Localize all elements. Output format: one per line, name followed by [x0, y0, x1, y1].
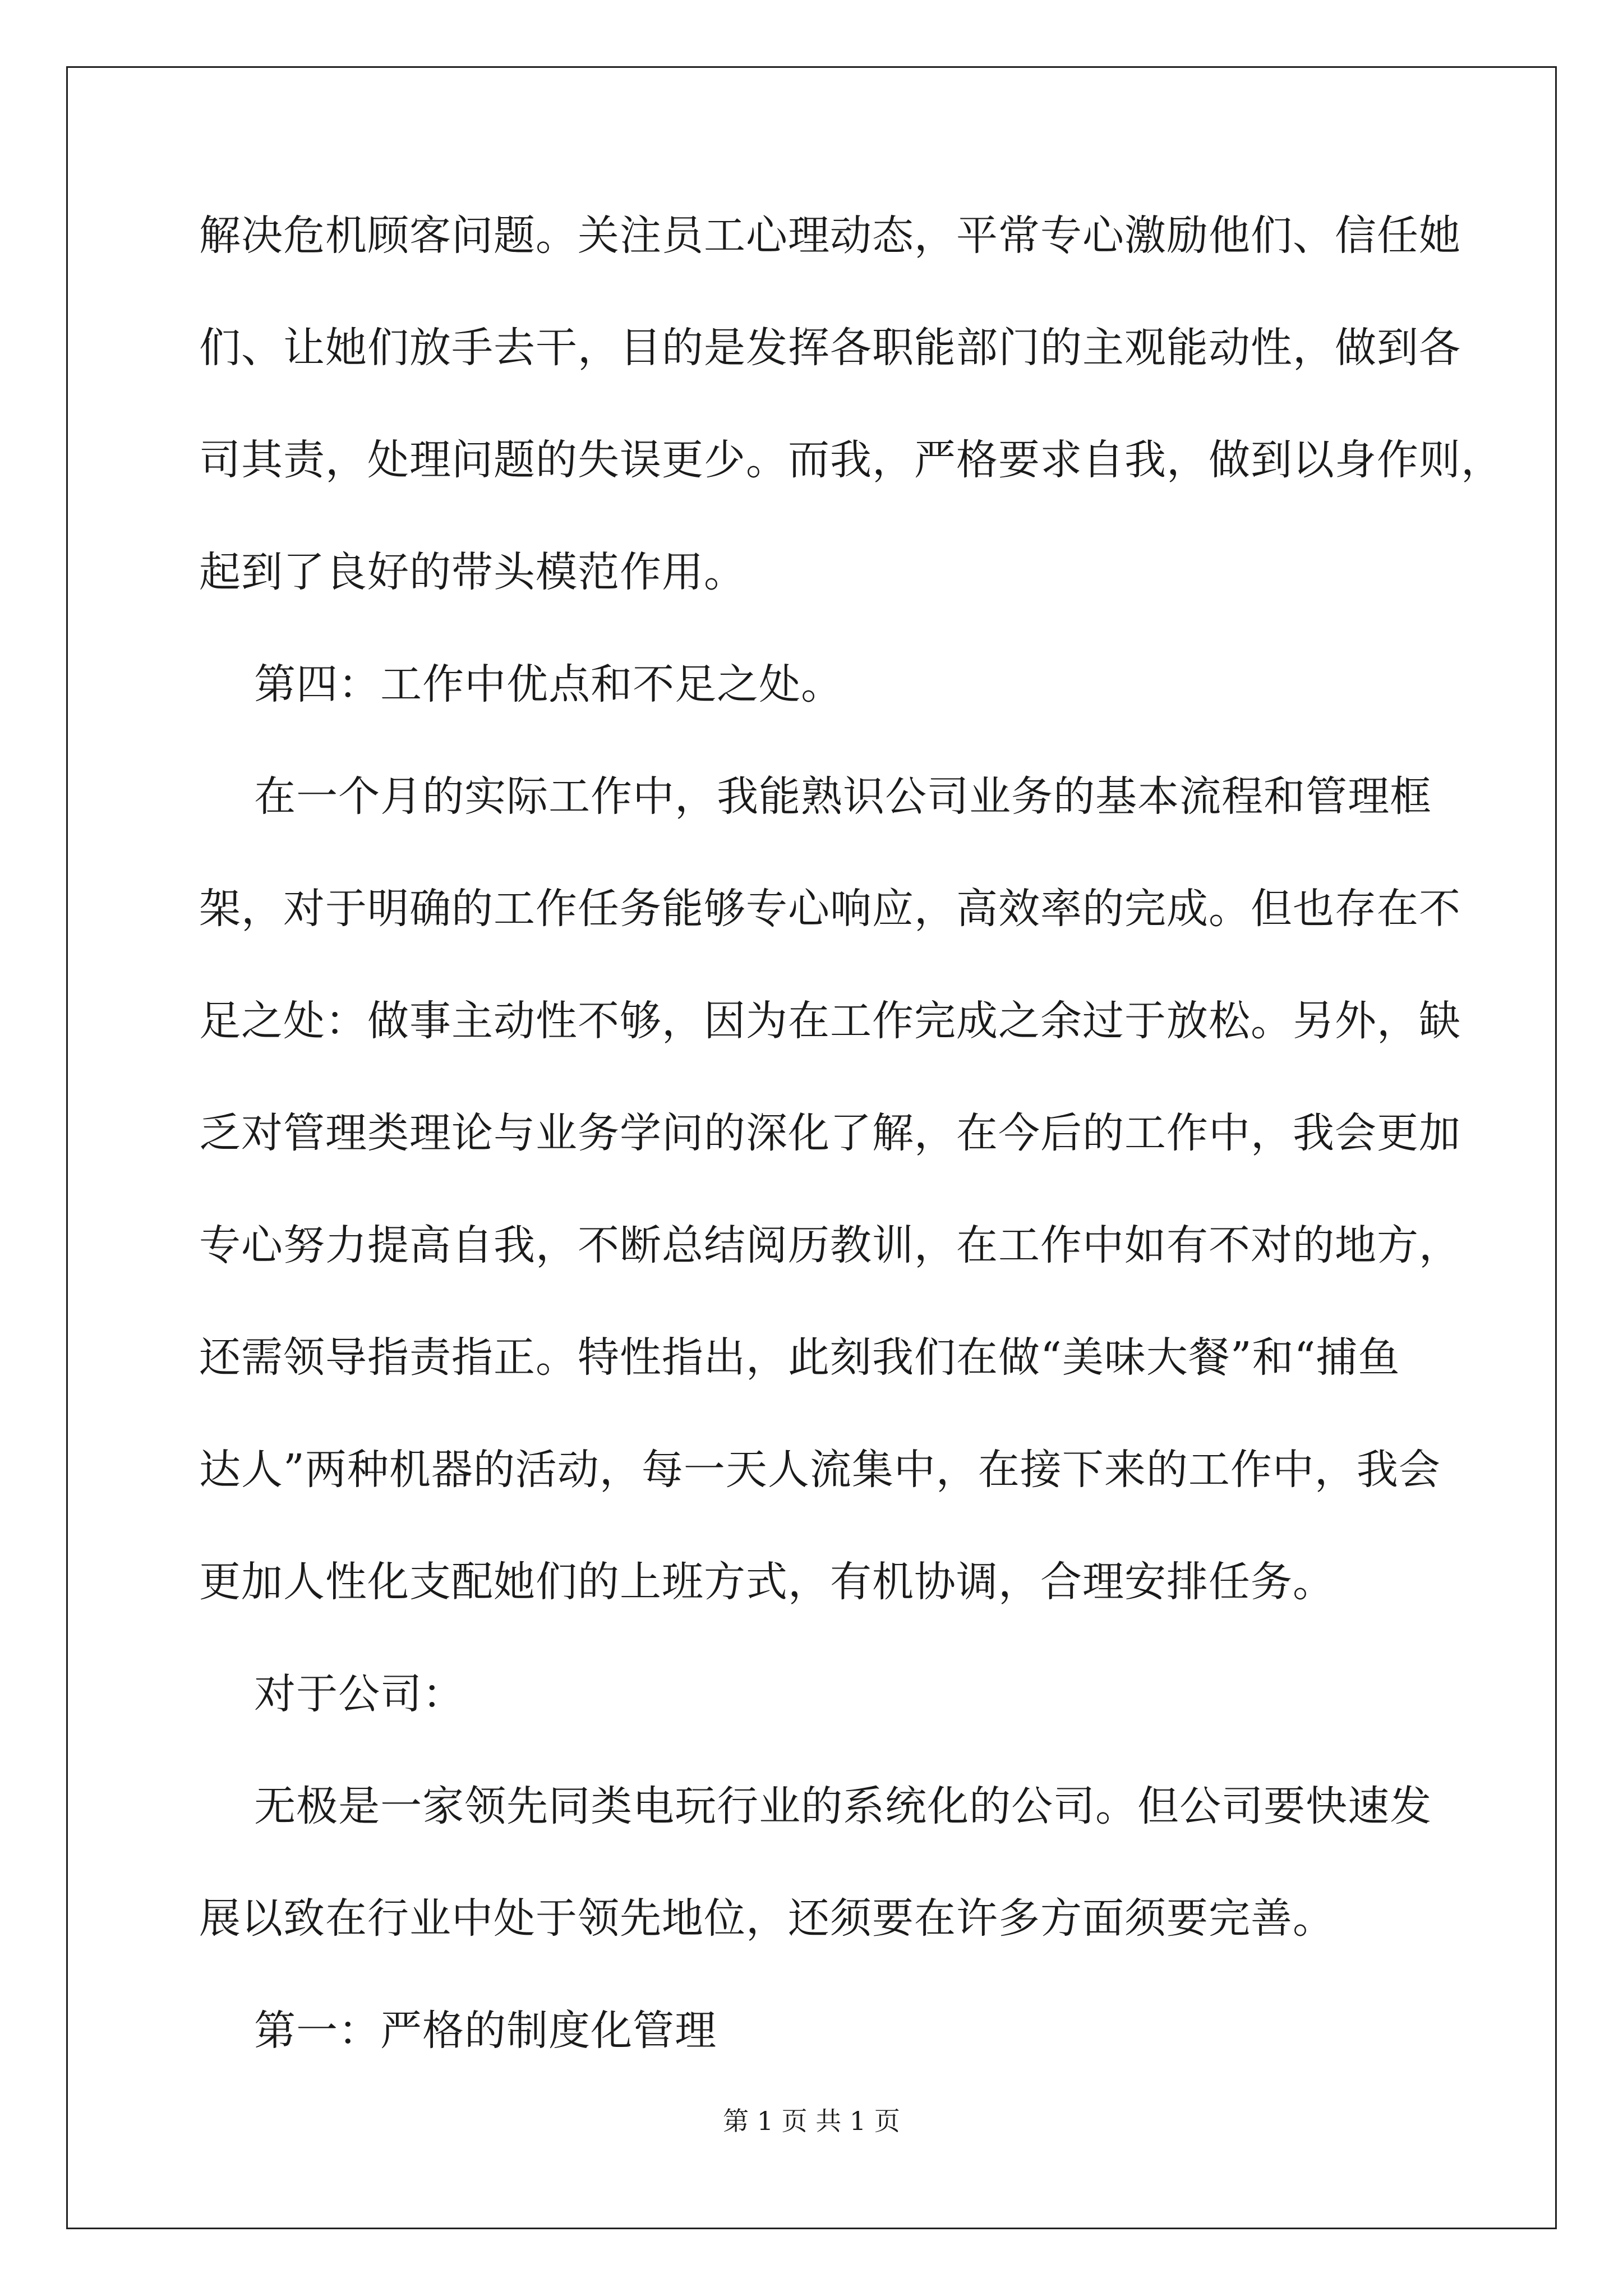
page-footer: 第 1 页 共 1 页: [723, 2106, 900, 2136]
text-line-1: 解决危机顾客问题。关注员工心理动态，平常专心激励他们、信任她: [199, 211, 1461, 260]
text-line-2: 们、让她们放手去干，目的是发挥各职能部门的主观能动性，做到各: [199, 324, 1461, 372]
section-heading-company: 对于公司：: [199, 1670, 465, 1718]
text-line-4: 起到了良好的带头模范作用。: [199, 548, 746, 596]
text-line-9: 乏对管理类理论与业务学问的深化了解，在今后的工作中，我会更加: [199, 1109, 1461, 1157]
text-line-12: 达人”两种机器的活动，每一天人流集中，在接下来的工作中，我会: [199, 1446, 1441, 1494]
section-heading-first: 第一：严格的制度化管理: [199, 2007, 717, 2055]
text-line-13: 更加人性化支配她们的上班方式，有机协调，合理安排任务。: [199, 1558, 1335, 1606]
text-line-7: 架，对于明确的工作任务能够专心响应，高效率的完成。但也存在不: [199, 885, 1461, 933]
text-line-8: 足之处：做事主动性不够，因为在工作完成之余过于放松。另外，缺: [199, 997, 1461, 1045]
text-line-15: 无极是一家领先同类电玩行业的系统化的公司。但公司要快速发: [199, 1782, 1432, 1830]
text-line-6: 在一个月的实际工作中，我能熟识公司业务的基本流程和管理框: [199, 772, 1432, 821]
text-line-11: 还需领导指责指正。特性指出，此刻我们在做“美味大餐”和“捕鱼: [199, 1333, 1400, 1382]
text-line-3: 司其责，处理问题的失误更少。而我，严格要求自我，做到以身作则，: [199, 436, 1503, 484]
section-heading-fourth: 第四：工作中优点和不足之处。: [199, 660, 843, 708]
text-line-10: 专心努力提高自我，不断总结阅历教训，在工作中如有不对的地方，: [199, 1221, 1461, 1269]
document-body: [199, 208, 1503, 2115]
text-line-16: 展以致在行业中处于领先地位，还须要在许多方面须要完善。: [199, 1894, 1335, 1943]
